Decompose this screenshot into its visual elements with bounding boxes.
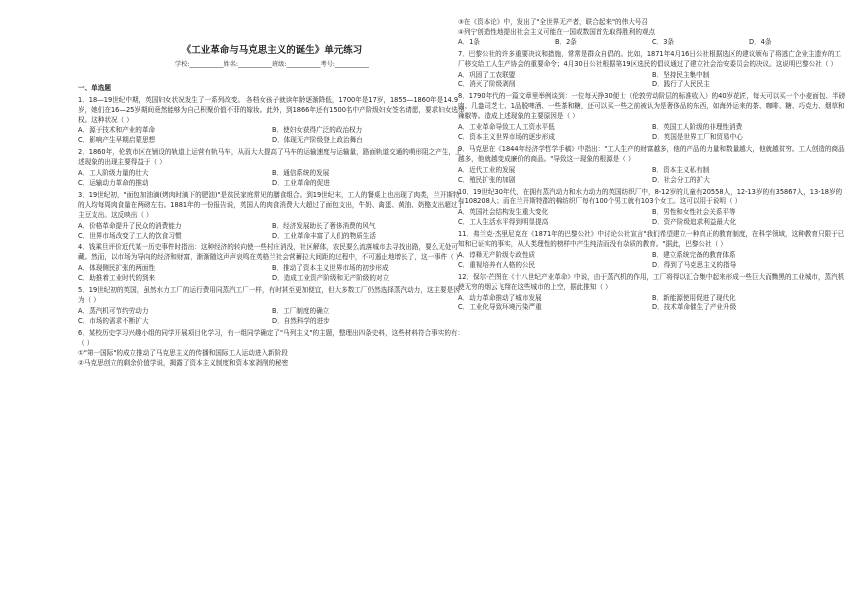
answer-option: B．资本主义私有制 [652, 165, 710, 174]
answer-option: D．英国是世界工厂和贸易中心 [652, 132, 743, 141]
answer-option: A．工业革命导致工人工资水平低 [458, 123, 555, 132]
answer-option: D．工业革命的促进 [272, 178, 330, 187]
answer-option: C．重视培养有人格的公民 [458, 260, 536, 269]
answer-option: B．2条 [555, 37, 577, 46]
answer-option: B．坚持民主集中制 [652, 70, 710, 79]
answer-option: B．经济发展助长了奢侈消费的风气 [272, 221, 376, 230]
question-stem: 1．18—19世纪中期，英国妇女状况发生了一系列改变。 各档女孩子就读年龄逐渐降低，1700年是17岁，1855—1860年是14.9岁，她们在16—25岁期间竟然能够为自己积聚价值不菲的嫁妆。此外，到1866年还有1500名中产阶级妇女签名请愿，要求妇女选举权。这种状况（ ） [78, 95, 465, 124]
answer-option: D．践行了人民民主 [652, 80, 710, 89]
question-stem: 3．19世纪初，"面包加油滴(烤肉时滴下的肥油)"是贫民家庭常见的膳食组合。到19世纪末，工人的餐桌上也出现了肉类，兰开斯特的人均每周肉食量在两磅左右。1881年的一份报告说，英国人的肉食消费大大超过了面包支出，牛奶、禽蛋、黄油、奶酪支出超过了主豆支出。这反映出（ ） [78, 190, 465, 219]
answer-option: D．资产阶级追求利益最大化 [652, 218, 737, 227]
answer-option: C．运输动力革命的推动 [78, 178, 149, 187]
options-grid [458, 294, 846, 314]
answer-option: C．世界市场改变了工人的饮食习惯 [78, 231, 182, 240]
answer-option: B．通信系统的发展 [272, 169, 330, 178]
answer-option: C．助推着工业时代的到来 [78, 274, 156, 283]
answer-option: A．动力革命推动了城市发展 [458, 293, 542, 302]
answer-option: A．1条 [458, 37, 480, 46]
answer-option: B．英国工人阶级的非理性消费 [652, 123, 743, 132]
options-grid [458, 123, 846, 143]
answer-option: D．自然科学的进步 [272, 316, 330, 325]
options-grid [78, 264, 466, 284]
answer-option: A．工人阶级力量的壮大 [78, 169, 149, 178]
statement-item: ②马克思创立的剩余价值学说，揭露了资本主义制度和资本家剥削的秘密 [78, 359, 289, 368]
answer-option: C．殖民扩张的加剧 [458, 175, 516, 184]
answer-option: A．谆释无产阶级专政性质 [458, 250, 536, 259]
answer-option: C．影响产生早期启蒙思想 [78, 136, 156, 145]
answer-option: A．近代工业的发展 [458, 165, 516, 174]
answer-option: A．价格革命提升了民众的消费能力 [78, 221, 182, 230]
section-heading: 一、单选题 [78, 83, 111, 92]
options-grid [458, 38, 846, 48]
statement-item: ①"第一国际"的成立推动了马克思主义的传播和国际工人运动进入新阶段 [78, 349, 288, 358]
left-questions [78, 96, 466, 370]
answer-option: B．使妇女获得广泛的政治权力 [272, 126, 363, 135]
answer-option: A．巩固了工农联盟 [458, 70, 516, 79]
right-questions [458, 18, 846, 313]
answer-option: B．男性和女性社会关系平等 [652, 208, 736, 217]
question-stem: 9．马克思在《1844年经济学哲学手稿》中指出："工人生产的财富越多，他的产品的力量和数量越大，他就越贫穷。工人创造的商品越多，他就越变成廉价的商品。"导致这一现象的根源是（ ） [458, 144, 845, 163]
options-grid [78, 222, 466, 242]
options-grid [78, 307, 466, 327]
options-grid [458, 166, 846, 186]
answer-option: C．资本主义世界市场的逐步形成 [458, 132, 555, 141]
answer-option: D．4条 [749, 37, 772, 46]
answer-option: C．消灭了阶级剥削 [458, 80, 516, 89]
right-column [458, 18, 846, 315]
options-grid [78, 169, 466, 189]
question-stem: 7．巴黎公社的许多重要决议和措施，常常是群众自倡的。比如，1871年4月16日公社根据选区的建议颁布了将逃亡企业主遗弃的工厂移交给工人生产协会的重要命令；4月30日公社根据第19区选民的倡议通过了建立社会治安委员会的决议。这说明巴黎公社（ ） [458, 49, 842, 68]
answer-option: C．工业化导致环境污染严重 [458, 303, 542, 312]
question-stem: 11．弗兰克·杰里尼克在《1871年的巴黎公社》中讨论公社宣言"我们希望建立一种真正的教育制度，在科学领域，这种教育只限于已知和已证实的事实，从人类理性的榜样中产生纯洁而没有杂质的教育。"据此，巴黎公社（ ） [458, 230, 845, 249]
question-stem: 2．1860年，伦敦市区在铺设的轨道上运营有轨马车，从而大大提高了马车的运输速度与运输量，路面轨道交通的萌形阻之产生，上述现象的出现主要得益于（ ） [78, 148, 462, 167]
answer-option: D．社会分工的扩大 [652, 175, 710, 184]
question-stem: 5．19世纪初的英国，虽然水力工厂的运行费用同蒸汽工厂一样，有时甚至更加便宜，但大多数工厂仍然选择蒸汽动力，这主要是因为（ ） [78, 286, 460, 304]
answer-option: D．体现无产阶级登上政治舞台 [272, 136, 363, 145]
options-grid [78, 126, 466, 146]
answer-option: B．推动了资本主义世界市场的初步形成 [272, 264, 389, 273]
answer-option: B．工厂制度的确立 [272, 306, 330, 315]
answer-option: C．3条 [652, 37, 674, 46]
answer-option: D．得到了马克思主义的指导 [652, 260, 737, 269]
question-stem: 8．1790年代的一篇文章里举例谈到：一位每天挣30便士（伦敦劳动阶层的标准收入）的40岁花匠，每天可以买一个小麦面包、半磅肉、几盎司芝士、1品脱啤酒、一些茶和糖，还可以买一些之前被认为是奢侈品的东西，如海外运来的茶、咖啡、糖、巧克力、烟草和辣椒等。造成上述现象的主要原因是（ ） [458, 92, 846, 121]
answer-option: D．工业革命丰富了人们的物质生活 [272, 231, 376, 240]
answer-option: A．英国社会结构发生重大变化 [458, 208, 549, 217]
left-column [78, 18, 466, 369]
question-stem: 10．19世纪30年代，在拥有蒸汽动力和水力动力的英国纺织厂中，8-12岁的儿童有20558人，12-13岁的有35867人，13-18岁的有108208人；而在兰开斯特郡的棉纺织厂每有100个男工就有103个女工。这可以用于说明（ ） [458, 187, 843, 206]
question-stem: 4．钱乘旦评价近代某一历史事件时指出：这种经济的转向使一些村庄消没，社区解体，农民要么流落城市去寻找出路，要么无处可藏。然而，以市场为导向的经济和财富，渐渐随这声声哀鸣在英格兰社会营蓄拉大间距的过程中，不可遏止地增长了，这一事件（ ） [78, 243, 463, 262]
answer-option: D．技术革命催生了产业升级 [652, 303, 737, 312]
page-title: 《工业革命与马克思主义的诞生》单元练习 [181, 45, 363, 56]
options-grid [458, 251, 846, 271]
statement-item: ④列宁创造性地提出社会主义可能在一国或数国首先取得胜利的观点 [458, 27, 656, 36]
statement-item: ③在《资本论》中，发出了"全世界无产者，联合起来"的伟大号召 [458, 18, 649, 26]
answer-option: C．工人生活水平得到明显提高 [458, 218, 549, 227]
student-info-line: 学校:___________姓名:___________班级:___________考号:___________ [175, 60, 369, 68]
answer-option: B．新能源使用促进了现代化 [652, 293, 736, 302]
answer-option: C．市场的需求不断扩大 [78, 316, 149, 325]
options-grid [458, 208, 846, 228]
question-stem: 12．保尔·芒图在《十八世纪产业革命》中说，由于蒸汽机的作用，工厂将得以汇合集中起来形成一些巨大而黝黑的工业城市，蒸汽机使无穷的烟云飞翔在这些城市的上空，据此推知（ ） [458, 272, 845, 291]
answer-option: A．源于技术和产业的革命 [78, 126, 156, 135]
answer-option: D．造成工业资产阶级和无产阶级的对立 [272, 274, 390, 283]
options-grid [458, 71, 846, 91]
answer-option: A．体现侧民扩张的两面性 [78, 264, 156, 273]
answer-option: A．蒸汽机可节约劳动力 [78, 306, 149, 315]
question-stem: 6．某校历史学习兴趣小组的同学开展项目化学习，有一组同学确定了"马列主义"的主题，整理出四条史料，这些材料符合事实的有：（ ） [78, 328, 465, 347]
answer-option: B．建立系统完备的教育体系 [652, 250, 736, 259]
